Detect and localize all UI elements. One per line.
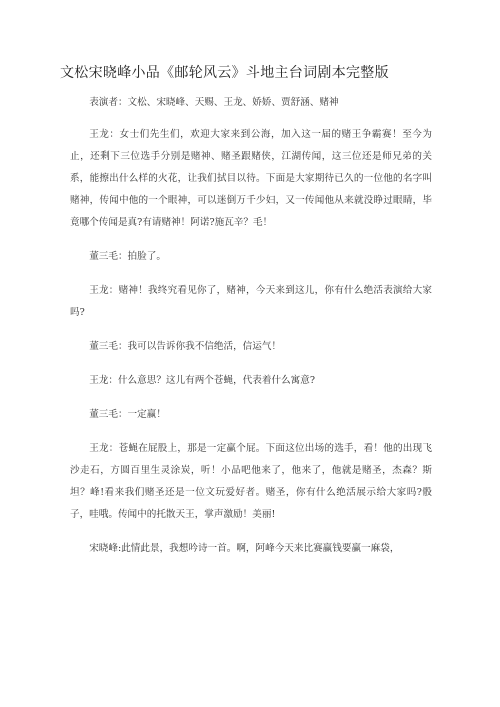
dialogue-paragraph: 王龙：什么意思？这儿有两个苍蝇，代表着什么寓意? [89, 375, 315, 386]
dialogue-paragraph: 王龙：女士们先生们，欢迎大家来到公海，加入这一届的赌王争霸赛！至今为止，还剩下三位选手分别是赌神、赌圣跟赌侠，江湖传闻，这三位还是师兄弟的关系，能擦出什么样的火花，让我们拭目以待。下面是大家期待已久的一位他的名字叫赌神，传闻中他的一个眼神，可以迷倒万千少妇，又一传闻他从来就没睁过眼睛，毕竟哪个传闻是真?有请赌神！阿诺?施瓦辛？毛！ [70, 129, 432, 228]
dialogue-paragraph: 王龙：赌神！我终究看见你了，赌神，今天来到这儿，你有什么绝活表演给大家吗? [70, 285, 432, 318]
document-body [70, 92, 432, 572]
dialogue-paragraph: 董三毛：一定赢！ [89, 409, 166, 420]
performers-line: 表演者：文松、宋晓峰、天赐、王龙、娇娇、贾舒涵、赌神 [89, 97, 339, 108]
document-title: 文松宋晓峰小品《邮轮风云》斗地主台词剧本完整版 [60, 65, 389, 81]
dialogue-paragraph: 宋晓峰:此情此景，我想吟诗一首。啊，阿峰今天来比赛赢钱要赢一麻袋， [89, 543, 400, 554]
dialogue-paragraph: 董三毛：我可以告诉你我不信绝活，信运气！ [89, 341, 282, 352]
dialogue-paragraph: 董三毛：拍脸了。 [89, 251, 166, 262]
dialogue-paragraph: 王龙：苍蝇在屁股上，那是一定赢个屁。下面这位出场的选手，看！他的出现飞沙走石，方圆百里生灵涂炭，听！小品吧他来了，他来了，他就是赌圣，杰森？斯坦？峰!看来我们赌圣还是一位文玩爱好者。赌圣，你有什么绝活展示给大家吗?骰子，哇哦。传闻中的托散天王，掌声激励！美丽! [70, 443, 432, 520]
